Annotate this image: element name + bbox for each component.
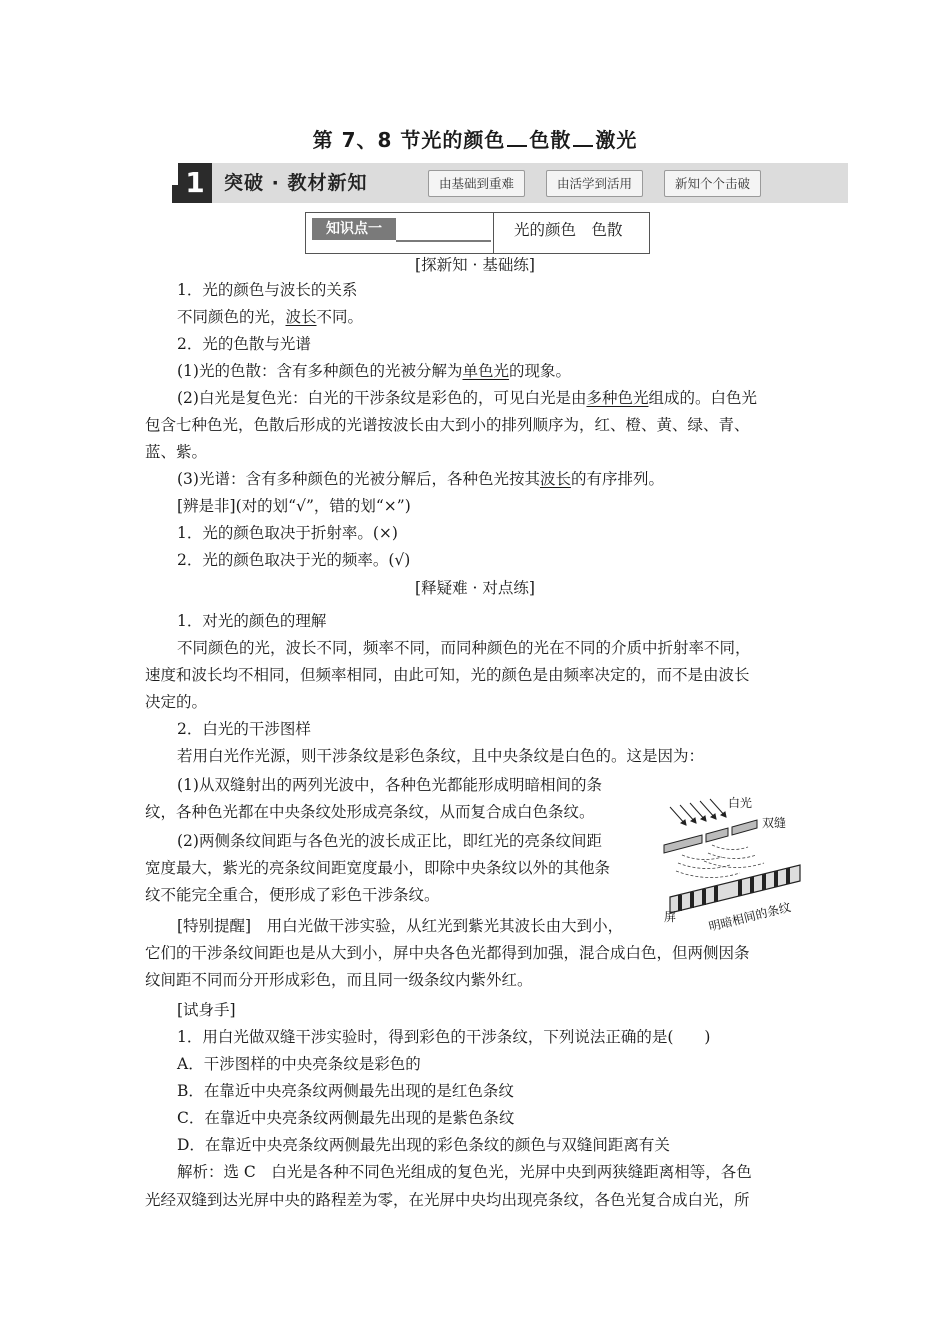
true-false-item: 1．光的颜色取决于折射率。(×) xyxy=(177,524,398,542)
answer-explanation: 光经双缝到达光屏中央的路程差为零，在光屏中央均出现亮条纹，各色光复合成白光，所 xyxy=(145,1191,750,1209)
screen-label: 屏 xyxy=(664,910,677,924)
banner-number: 1 xyxy=(178,163,212,203)
double-slit-label: 双缝 xyxy=(762,816,787,830)
double-slit-svg xyxy=(662,793,812,938)
paragraph: 包含七种色光，色散后形成的光谱按波长由大到小的排列顺序为，红、橙、黄、绿、青、 xyxy=(145,416,750,434)
option-a: A．干涉图样的中央亮条纹是彩色的 xyxy=(177,1055,421,1073)
tag-underline xyxy=(396,240,491,242)
paragraph: 若用白光作光源，则干涉条纹是彩色条纹，且中央条纹是白色的。这是因为： xyxy=(177,747,705,765)
section-heading: [探新知 · 基础练] xyxy=(415,256,535,274)
title-blank xyxy=(507,135,527,147)
true-false-item: 2．光的颜色取决于光的频率。(√) xyxy=(177,551,411,569)
paragraph: (3)光谱：含有多种颜色的光被分解后，各种色光按其波长的有序排列。 xyxy=(177,470,664,488)
fringes-label: 明暗相间的条纹 xyxy=(707,900,793,934)
tab-basics-to-difficulty[interactable]: 由基础到重难 xyxy=(428,170,525,197)
true-false-heading: [辨是非](对的划“√”，错的划“×”) xyxy=(177,497,411,515)
heading-interference-pattern: 2．白光的干涉图样 xyxy=(177,720,311,738)
knowledge-point-box xyxy=(305,212,650,254)
paragraph: 不同颜色的光，波长不同，频率不同，而同种颜色的光在不同的介质中折射率不同， xyxy=(177,639,751,657)
title-blank xyxy=(573,135,593,147)
section-heading: [释疑难 · 对点练] xyxy=(415,579,535,597)
question: 1．用白光做双缝干涉实验时，得到彩色的干涉条纹，下列说法正确的是( ) xyxy=(177,1028,711,1046)
special-note: 纹间距不同而分开形成彩色，而且同一级条纹内紫外红。 xyxy=(145,971,533,989)
underlined-term: 多种色光 xyxy=(586,389,649,407)
knowledge-point-tag: 知识点一 xyxy=(312,218,396,240)
paragraph: 蓝、紫。 xyxy=(145,443,208,461)
heading-dispersion-spectrum: 2．光的色散与光谱 xyxy=(177,335,311,353)
knowledge-point-label: 光的颜色 色散 xyxy=(514,221,623,239)
paragraph: (1)从双缝射出的两列光波中，各种色光都能形成明暗相间的条 xyxy=(177,776,602,794)
underlined-term: 波长 xyxy=(285,308,317,326)
special-note: [特别提醒] 用白光做干涉实验，从红光到紫光其波长由大到小， xyxy=(177,917,624,935)
heading-understanding-color: 1．对光的颜色的理解 xyxy=(177,612,327,630)
box-divider xyxy=(493,213,494,253)
paragraph: 决定的。 xyxy=(145,693,208,711)
banner-title: 突破 · 教材新知 xyxy=(224,172,368,194)
paragraph: (2)白光是复色光：白光的干涉条纹是彩色的，可见白光是由多种色光组成的。白色光 xyxy=(177,389,757,407)
heading-color-wavelength: 1．光的颜色与波长的关系 xyxy=(177,281,358,299)
paragraph: 宽度最大，紫光的亮条纹间距宽度最小，即除中央条纹以外的其他条 xyxy=(145,859,611,877)
underlined-term: 单色光 xyxy=(462,362,509,380)
paragraph: (1)光的色散：含有多种颜色的光被分解为单色光的现象。 xyxy=(177,362,571,380)
paragraph: 不同颜色的光，波长不同。 xyxy=(177,308,364,326)
option-d: D．在靠近中央亮条纹两侧最先出现的彩色条纹的颜色与双缝间距离有关 xyxy=(177,1136,670,1154)
white-light-label: 白光 xyxy=(728,796,753,810)
page-title: 第 7、8 节光的颜色 色散 激光 xyxy=(312,128,638,152)
option-c: C．在靠近中央亮条纹两侧最先出现的是紫色条纹 xyxy=(177,1109,515,1127)
option-b: B．在靠近中央亮条纹两侧最先出现的是红色条纹 xyxy=(177,1082,514,1100)
paragraph: 纹，各种色光都在中央条纹处形成亮条纹，从而复合成白色条纹。 xyxy=(145,803,595,821)
practice-heading: [试身手] xyxy=(177,1001,236,1019)
underlined-term: 波长 xyxy=(539,470,571,488)
tab-learn-to-apply[interactable]: 由活学到活用 xyxy=(546,170,643,197)
double-slit-diagram xyxy=(662,793,812,938)
paragraph: (2)两侧条纹间距与各色光的波长成正比，即红光的亮条纹间距 xyxy=(177,832,602,850)
paragraph: 纹不能完全重合，便形成了彩色干涉条纹。 xyxy=(145,886,440,904)
paragraph: 速度和波长均不相同，但频率相同，由此可知，光的颜色是由频率决定的，而不是由波长 xyxy=(145,666,750,684)
answer-explanation: 解析：选 C 白光是各种不同色光组成的复色光，光屏中央到两狭缝距离相等，各色 xyxy=(177,1163,752,1181)
section-banner xyxy=(178,163,848,203)
special-note: 它们的干涉条纹间距也是从大到小，屏中央各色光都得到加强，混合成白色，但两侧因条 xyxy=(145,944,750,962)
tab-break-through[interactable]: 新知个个击破 xyxy=(664,170,761,197)
